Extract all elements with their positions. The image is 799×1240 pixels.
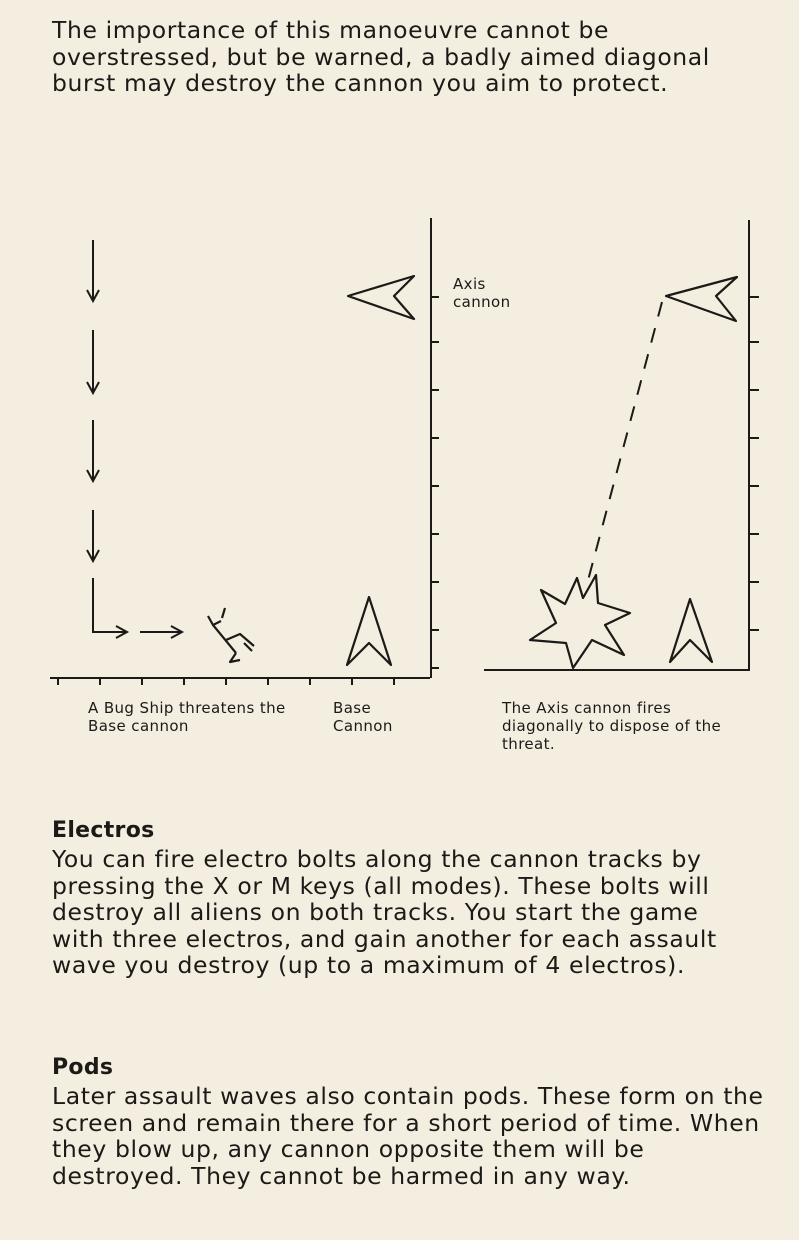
- axis-cannon-icon: [348, 276, 414, 319]
- base-cannon-caption: Base Cannon: [333, 699, 393, 735]
- axis-fire-caption: The Axis cannon fires diagonally to dispose of the threat.: [502, 699, 722, 753]
- axis-cannon-label: Axis cannon: [453, 275, 511, 311]
- pods-paragraph: Later assault waves also contain pods. These form on the screen and remain there for a short period of time. When they blow up, any cannon opposite them will be destroyed. They cannot be harmed in any way.: [52, 1082, 764, 1190]
- right-arrow: [140, 626, 182, 638]
- bug-ship-icon: [208, 608, 254, 662]
- down-arrow-1: [87, 240, 99, 301]
- down-arrow-3: [87, 420, 99, 481]
- axis-cannon-right-icon: [666, 277, 737, 321]
- left-vertical-ticks: [431, 297, 439, 668]
- intro-paragraph: The importance of this manoeuvre cannot be overstressed, but be warned, a badly aimed diagonal burst may destroy the cannon you aim to protect.: [52, 16, 710, 97]
- down-arrow-4: [87, 510, 99, 561]
- down-arrow-2: [87, 330, 99, 393]
- bug-ship-caption: A Bug Ship threatens the Base cannon: [88, 699, 286, 735]
- base-cannon-right-icon: [670, 599, 712, 662]
- bug-ship-path-arrows: [87, 240, 182, 638]
- corner-arrow: [93, 578, 127, 638]
- base-cannon-icon: [347, 597, 391, 665]
- explosion-icon: [530, 575, 630, 668]
- right-vertical-ticks: [749, 297, 759, 630]
- left-panel: [50, 218, 439, 685]
- electros-heading: Electros: [52, 818, 155, 843]
- pods-heading: Pods: [52, 1055, 114, 1080]
- left-horizontal-ticks: [58, 678, 394, 685]
- electros-paragraph: You can fire electro bolts along the cannon tracks by pressing the X or M keys (all modes). These bolts will destroy all aliens on both tracks. You start the game with three electros, and gain another for each assault wave you destroy (up to a maximum of 4 electros).: [52, 845, 717, 979]
- diagonal-fire-line: [586, 302, 662, 588]
